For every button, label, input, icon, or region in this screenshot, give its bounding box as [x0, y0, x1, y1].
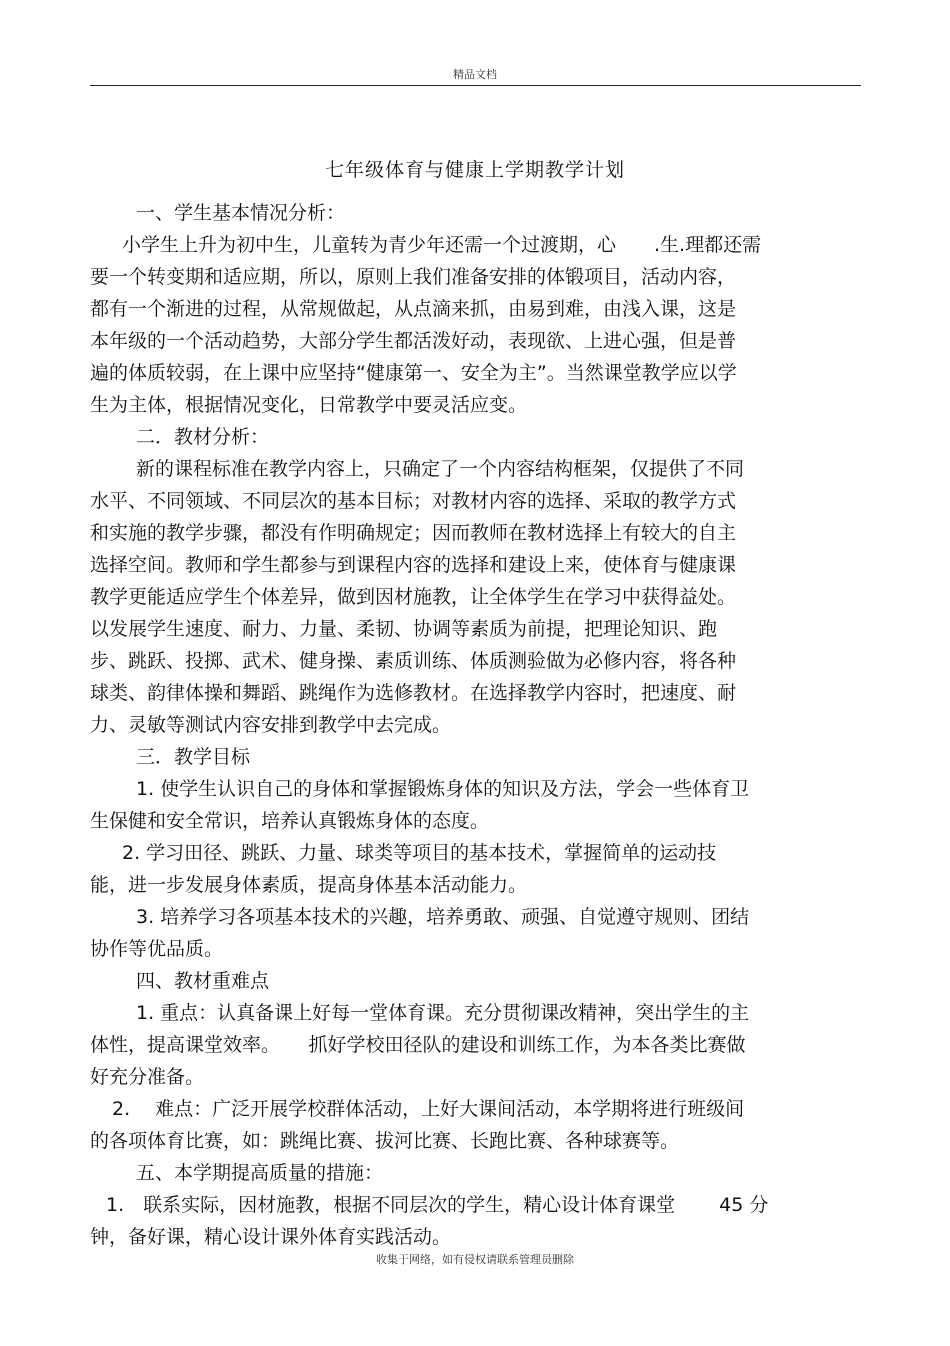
text-line: 1. 使学生认识自己的身体和掌握锻炼身体的知识及方法，学会一些体育卫: [136, 778, 750, 800]
text-line: 步、跳跃、投掷、武术、健身操、素质训练、体质测验做为必修内容，将各种: [90, 650, 737, 672]
text-line: 的各项体育比赛，如：跳绳比赛、拔河比赛、长跑比赛、各种球赛等。: [90, 1130, 680, 1152]
text-line: 选择空间。教师和学生都参与到课程内容的选择和建设上来，使体育与健康课: [90, 554, 737, 576]
section-heading: 五、本学期提高质量的措施：: [136, 1162, 384, 1184]
text-line: 力、灵敏等测试内容安排到教学中去完成。: [90, 714, 452, 736]
text-line: 遍的体质较弱，在上课中应坚持“健康第一、安全为主”。当然课堂教学应以学: [90, 362, 737, 384]
text-line: 本年级的一个活动趋势，大部分学生都活泼好动，表现欲、上进心强，但是普: [90, 330, 737, 352]
text-line: 能，进一步发展身体素质，提高身体基本活动能力。: [90, 874, 528, 896]
page-footer: 收集于网络，如有侵权请联系管理员删除: [376, 1253, 574, 1266]
text-line: 体性，提高课堂效率。 抓好学校田径队的建设和训练工作，为本各类比赛做: [90, 1034, 746, 1056]
text-line: 生为主体，根据情况变化，日常教学中要灵活应变。: [90, 394, 528, 416]
text-line: 3. 培养学习各项基本技术的兴趣，培养勇敢、顽强、自觉遵守规则、团结: [136, 906, 750, 928]
text-line: 钟，备好课，精心设计课外体育实践活动。: [90, 1226, 452, 1248]
text-line: 1. 重点：认真备课上好每一堂体育课。充分贯彻课改精神，突出学生的主: [136, 1002, 750, 1024]
text-line: 水平、不同领域、不同层次的基本目标；对教材内容的选择、采取的教学方式: [90, 490, 737, 512]
text-line: 2. 难点：广泛开展学校群体活动，上好大课间活动，本学期将进行班级间: [112, 1098, 745, 1120]
section-heading: 三．教学目标: [136, 746, 251, 768]
text-line: 新的课程标准在教学内容上，只确定了一个内容结构框架，仅提供了不同: [136, 458, 745, 480]
text-line: 小学生上升为初中生，儿童转为青少年还需一个过渡期，心 .生.理都还需: [122, 234, 762, 256]
text-line: 1. 联系实际，因材施教，根据不同层次的学生，精心设计体育课堂 45 分: [106, 1194, 769, 1216]
text-line: 教学更能适应学生个体差异，做到因材施教，让全体学生在学习中获得益处。: [90, 586, 737, 608]
text-line: 协作等优品质。: [90, 938, 224, 960]
text-line: 和实施的教学步骤，都没有作明确规定；因而教师在教材选择上有较大的自主: [90, 522, 737, 544]
text-line: 球类、韵律体操和舞蹈、跳绳作为选修教材。在选择教学内容时，把速度、耐: [90, 682, 737, 704]
document-title: 七年级体育与健康上学期教学计划: [324, 159, 625, 181]
text-line: 好充分准备。: [90, 1066, 205, 1088]
text-line: 生保健和安全常识，培养认真锻炼身体的态度。: [90, 810, 490, 832]
page-header: 精品文档: [453, 68, 497, 81]
text-line: 以发展学生速度、耐力、力量、柔韧、协调等素质为前提，把理论知识、跑: [90, 618, 718, 640]
section-heading: 四、教材重难点: [136, 970, 270, 992]
section-heading: 二．教材分析：: [136, 426, 270, 448]
text-line: 都有一个渐进的过程，从常规做起，从点滴来抓，由易到难，由浅入课，这是: [90, 298, 737, 320]
section-heading: 一、学生基本情况分析：: [136, 202, 346, 224]
text-line: 要一个转变期和适应期，所以，原则上我们准备安排的体锻项目，活动内容，: [90, 266, 737, 288]
text-line: 2. 学习田径、跳跃、力量、球类等项目的基本技术，掌握简单的运动技: [122, 842, 717, 864]
